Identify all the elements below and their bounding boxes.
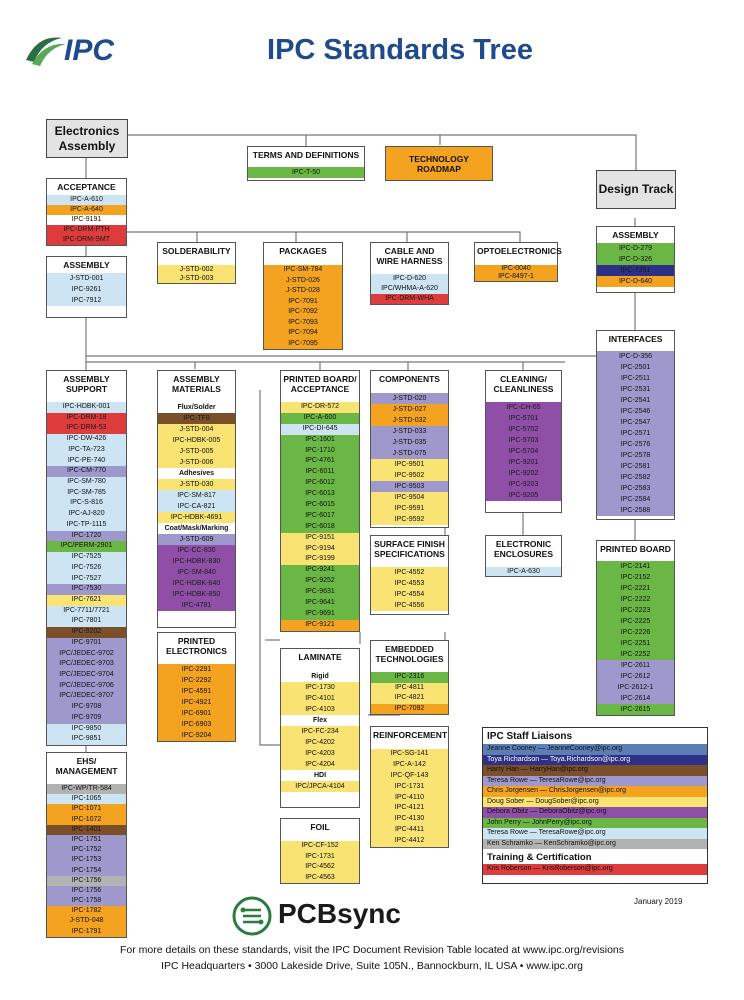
section-label: Adhesives — [178, 470, 215, 477]
standard-item[interactable]: IPC-9691 — [281, 609, 359, 620]
standard-item[interactable]: IPC-6013 — [281, 489, 359, 500]
liaison-contact[interactable]: Chris Jorgensen — ChrisJorgensen@ipc.org — [483, 786, 707, 797]
standard-item[interactable]: IPC-S-816 — [47, 498, 126, 509]
logo-text: IPC — [64, 34, 115, 67]
standard-item[interactable]: IPC-1731 — [371, 782, 448, 793]
section-label: Rigid — [311, 673, 329, 680]
standard-item[interactable]: IPC-2501 — [597, 362, 674, 373]
standard-item[interactable]: IPC-5702 — [486, 424, 561, 435]
standard-item[interactable]: IPC-DRM-18 — [47, 413, 126, 424]
box-packages — [263, 242, 343, 350]
standard-item[interactable]: IPC-DRM-53 — [47, 423, 126, 434]
standard-item[interactable]: IPC-HDBK-005 — [158, 435, 235, 446]
section-label: Flux/Solder — [177, 404, 216, 411]
box-laminate — [280, 648, 360, 808]
standard-item[interactable]: IPC-4130 — [371, 814, 448, 825]
standard-item[interactable]: IPC-9631 — [281, 587, 359, 598]
standard-item[interactable]: IPC-9501 — [371, 459, 448, 470]
standard-item[interactable]: IPC-SM-817 — [158, 490, 235, 501]
box-solder — [157, 242, 236, 284]
standard-item[interactable]: IPC-2611 — [597, 660, 674, 671]
box-title: PRINTED ELECTRONICS — [166, 636, 227, 656]
standard-item[interactable]: IPC-SM-785 — [47, 488, 126, 499]
standard-item[interactable]: IPC-4553 — [371, 578, 448, 589]
standard-item[interactable]: IPC-9591 — [371, 503, 448, 514]
standard-item[interactable]: IPC-2152 — [597, 572, 674, 583]
standard-item[interactable]: IPC-HDBK-830 — [158, 556, 235, 567]
standard-item[interactable]: IPC-1710 — [281, 446, 359, 457]
box-title: ASSEMBLY MATERIALS — [172, 374, 221, 394]
standard-item[interactable]: IPC-1791 — [47, 927, 126, 937]
standard-item[interactable]: IPC-D-279 — [597, 243, 674, 254]
standard-item[interactable]: IPC-D-356 — [597, 351, 674, 362]
standard-item[interactable]: IPC-HDBK-001 — [47, 402, 126, 413]
box-ehs — [46, 752, 127, 938]
standard-item[interactable]: IPC-9709 — [47, 713, 126, 724]
page-title: IPC Standards Tree — [267, 34, 533, 66]
standard-item[interactable]: IPC-AJ-820 — [47, 509, 126, 520]
liaison-contact[interactable]: Doug Sober — DougSober@ipc.org — [483, 797, 707, 808]
pcbsync-circuit-icon — [232, 896, 272, 936]
box-clean — [485, 370, 562, 513]
standard-item[interactable]: IPC-1730 — [281, 682, 359, 693]
box-assembly_l — [46, 256, 127, 318]
standard-item[interactable]: IPC-4552 — [371, 567, 448, 578]
box-title: SOLDERABILITY — [162, 246, 231, 256]
standard-item[interactable]: J-STD-048 — [47, 916, 126, 926]
pcbsync-logo — [232, 896, 452, 938]
standard-item[interactable]: IPC-CC-830 — [158, 545, 235, 556]
standard-item[interactable]: IPC-9503 — [371, 481, 448, 492]
standard-item[interactable]: IPC-1752 — [47, 845, 126, 855]
standard-item[interactable]: IPC-DI-645 — [281, 424, 359, 435]
standard-item[interactable]: IPC-7525 — [47, 552, 126, 563]
training-title: Training & Certification — [487, 852, 592, 863]
standard-item[interactable]: IPC-2614 — [597, 693, 674, 704]
standard-item[interactable]: IPC-9191 — [47, 215, 126, 225]
standard-item[interactable]: IPC-7912 — [47, 295, 126, 306]
root-electronics-assembly: Electronics Assembly — [46, 119, 128, 158]
standard-item[interactable]: IPC-HDBK-850 — [158, 589, 235, 600]
standard-item[interactable]: IPC-9203 — [486, 479, 561, 490]
standard-item[interactable]: IPC-1753 — [47, 855, 126, 865]
standard-item[interactable]: IPC-0040 — [475, 265, 557, 273]
standard-item[interactable]: IPC-4821 — [371, 693, 448, 704]
standard-item[interactable]: IPC-2252 — [597, 649, 674, 660]
standard-item[interactable]: J-STD-002 — [158, 265, 235, 274]
standard-item[interactable]: IPC-4412 — [371, 836, 448, 847]
standard-item[interactable]: IPC-1071 — [47, 804, 126, 814]
box-reinf — [370, 726, 449, 848]
standard-item[interactable]: IPC-2582 — [597, 472, 674, 483]
box-title: OPTOELECTRONICS — [477, 246, 562, 256]
box-pcb — [596, 540, 675, 716]
standard-item[interactable]: IPC-6901 — [158, 708, 235, 719]
standard-item[interactable]: IPC-D-640 — [597, 276, 674, 287]
standard-item[interactable]: IPC-9201 — [486, 457, 561, 468]
standard-item[interactable]: IPC-9151 — [281, 533, 359, 544]
liaison-contact[interactable]: Teresa Rowe — TeresaRowe@ipc.org — [483, 828, 707, 839]
box-title: FOIL — [310, 822, 330, 832]
standard-item[interactable]: IPC-7095 — [264, 339, 342, 350]
standard-item[interactable]: IPC-7526 — [47, 563, 126, 574]
standard-item[interactable]: IPC-7530 — [47, 584, 126, 595]
box-interfaces — [596, 330, 675, 520]
standard-item[interactable]: IPC/JEDEC-9702 — [47, 649, 126, 660]
standard-item[interactable]: IPC-7527 — [47, 574, 126, 585]
standard-item[interactable]: IPC-1065 — [47, 794, 126, 804]
standard-item[interactable]: IPC-1072 — [47, 815, 126, 825]
standard-item[interactable]: IPC-1601 — [281, 435, 359, 446]
liaison-contact[interactable]: Harry Han — HarryHan@ipc.org — [483, 765, 707, 776]
box-pbacc — [280, 370, 360, 632]
standard-item[interactable]: IPC-6903 — [158, 719, 235, 730]
standard-item[interactable]: IPC-4411 — [371, 825, 448, 836]
liaison-contact[interactable]: John Perry — JohnPerry@ipc.org — [483, 818, 707, 829]
box-opto — [474, 242, 562, 282]
standard-item[interactable]: IPC-2251 — [597, 638, 674, 649]
standard-item[interactable]: IPC-4101 — [281, 693, 359, 704]
root-design-track: Design Track — [596, 170, 676, 209]
standard-item[interactable]: IPC/PERM-2901 — [47, 541, 126, 552]
box-title: TECHNOLOGY ROADMAP — [409, 154, 469, 174]
box-foil — [280, 818, 360, 884]
standard-item[interactable]: IPC-2576 — [597, 439, 674, 450]
standard-item[interactable]: IPC/JEDEC-9703 — [47, 659, 126, 670]
standard-item[interactable]: IPC-1754 — [47, 866, 126, 876]
box-title: PACKAGES — [279, 246, 327, 256]
standard-item[interactable]: IPC-6011 — [281, 467, 359, 478]
box-title: EHS/ MANAGEMENT — [55, 756, 118, 776]
standard-item[interactable]: IPC-2141 — [597, 561, 674, 572]
box-assembly_r — [596, 226, 675, 293]
standard-item[interactable]: IPC-A-600 — [281, 413, 359, 424]
box-title: SURFACE FINISH SPECIFICATIONS — [374, 539, 445, 559]
standard-item[interactable]: IPC-9502 — [371, 470, 448, 481]
standard-item[interactable]: IPC-1751 — [47, 835, 126, 845]
box-title: CABLE AND WIRE HARNESS — [376, 246, 443, 266]
sponsor-name: PCBsync — [278, 898, 401, 929]
standard-item[interactable]: IPC-2571 — [597, 428, 674, 439]
standard-item[interactable]: IPC-9121 — [281, 620, 359, 631]
standard-item[interactable]: IPC/JEDEC-9704 — [47, 670, 126, 681]
standard-item[interactable]: IPC-5704 — [486, 446, 561, 457]
box-terms — [247, 146, 365, 181]
standard-item[interactable]: IPC-2583 — [597, 483, 674, 494]
box-cable — [370, 242, 449, 305]
box-printed — [157, 632, 236, 742]
standard-item[interactable]: IPC-HDBK-4691 — [158, 512, 235, 523]
box-title: EMBEDDED TECHNOLOGIES — [375, 644, 444, 664]
training-contact — [483, 864, 707, 875]
section-label: Coat/Mask/Marking — [164, 525, 229, 532]
standard-item[interactable]: IPC-DRM-WHA — [371, 294, 448, 304]
standard-item[interactable]: J-STD-033 — [371, 426, 448, 437]
box-title: ACCEPTANCE — [57, 182, 116, 192]
box-asmsup — [46, 370, 127, 746]
standard-item[interactable]: IPC-7092 — [264, 307, 342, 318]
standard-item[interactable]: IPC-D-326 — [597, 254, 674, 265]
standard-item[interactable]: IPC/JPCA-4104 — [281, 781, 359, 792]
liaison-contact[interactable]: Debora Obitz — DeboraObitz@ipc.org — [483, 807, 707, 818]
standard-item[interactable]: IPC-2584 — [597, 494, 674, 505]
standard-item[interactable]: IPC-2221 — [597, 583, 674, 594]
standard-item[interactable]: IPC-9204 — [158, 730, 235, 741]
standard-item[interactable]: IPC-TA-723 — [47, 445, 126, 456]
standard-item[interactable]: IPC-9202 — [486, 468, 561, 479]
standard-item[interactable]: IPC-A-142 — [371, 760, 448, 771]
box-acceptance — [46, 178, 127, 246]
standard-item[interactable]: IPC-7621 — [47, 595, 126, 606]
standard-item[interactable]: IPC-4121 — [371, 803, 448, 814]
standard-item[interactable]: IPC-A-610 — [47, 195, 126, 205]
standard-item[interactable]: J-STD-026 — [264, 276, 342, 287]
standard-item[interactable]: IPC-4562 — [281, 862, 359, 873]
standard-item[interactable]: J-STD-004 — [158, 424, 235, 435]
standard-item[interactable]: IPC-2223 — [597, 605, 674, 616]
standard-item[interactable]: IPC-2546 — [597, 406, 674, 417]
footer-line-2: IPC Headquarters • 3000 Lakeside Drive, Suite 105N., Bannockburn, IL USA • www.ipc.org — [161, 960, 583, 972]
standard-item[interactable]: IPC-7711/7721 — [47, 606, 126, 617]
box-title: ASSEMBLY — [612, 230, 659, 240]
standard-item[interactable]: J-STD-032 — [371, 415, 448, 426]
standard-item[interactable]: IPC-9708 — [47, 702, 126, 713]
standard-item[interactable]: IPC-A-630 — [486, 567, 561, 576]
standard-item[interactable]: IPC-4202 — [281, 737, 359, 748]
box-comp — [370, 370, 449, 528]
standard-item[interactable]: IPC-1401 — [47, 825, 126, 835]
standard-item[interactable]: J-STD-030 — [158, 479, 235, 490]
standard-item[interactable]: IPC-9252 — [281, 576, 359, 587]
standard-item[interactable]: IPC-2541 — [597, 395, 674, 406]
date-label: January 2019 — [634, 897, 683, 906]
standard-item[interactable]: IPC-4203 — [281, 748, 359, 759]
standard-item[interactable]: IPC-1758 — [47, 896, 126, 906]
standard-item[interactable]: IPC-4103 — [281, 704, 359, 715]
standard-item[interactable]: J-STD-027 — [371, 404, 448, 415]
standard-item[interactable]: IPC-9504 — [371, 492, 448, 503]
standard-item[interactable]: IPC-9851 — [47, 734, 126, 745]
box-title: LAMINATE — [298, 652, 342, 662]
standard-item[interactable]: IPC-4556 — [371, 600, 448, 611]
standard-item[interactable]: IPC-2292 — [158, 675, 235, 686]
box-title: REINFORCEMENT — [373, 730, 448, 740]
standard-item[interactable]: IPC-9241 — [281, 565, 359, 576]
standard-item[interactable]: J-STD-028 — [264, 286, 342, 297]
box-title: CLEANING/ CLEANLINESS — [493, 374, 554, 394]
standard-item[interactable]: IPC/JEDEC-9707 — [47, 691, 126, 702]
standard-item[interactable]: IPC-2531 — [597, 384, 674, 395]
standard-item[interactable]: IPC-7801 — [47, 616, 126, 627]
standard-item[interactable]: IPC-TP-1115 — [47, 520, 126, 531]
liaison-contact[interactable]: Teresa Rowe — TeresaRowe@ipc.org — [483, 776, 707, 787]
standard-item[interactable]: IPC-SG-141 — [371, 749, 448, 760]
standard-item[interactable]: IPC-4204 — [281, 759, 359, 770]
training-contact-item[interactable]: Kris Roberson — KrisRoberson@ipc.org — [483, 864, 707, 875]
liaisons-title: IPC Staff Liaisons — [487, 731, 573, 742]
standard-item[interactable]: IPC-5701 — [486, 413, 561, 424]
standard-item[interactable]: IPC-9261 — [47, 284, 126, 295]
standard-item[interactable]: IPC-9199 — [281, 554, 359, 565]
standard-item[interactable]: IPC-DR-572 — [281, 402, 359, 413]
standard-item[interactable]: IPC-2225 — [597, 616, 674, 627]
box-title: ELECTRONIC ENCLOSURES — [493, 539, 554, 559]
box-title: COMPONENTS — [379, 374, 440, 384]
liaison-contact[interactable]: Ken Schramko — KenSchramko@ipc.org — [483, 839, 707, 850]
standard-item[interactable]: IPC-PE-740 — [47, 456, 126, 467]
standard-item[interactable]: IPC-CF-152 — [281, 841, 359, 852]
standard-item[interactable]: J-STD-020 — [371, 393, 448, 404]
standard-item[interactable]: IPC-2291 — [158, 664, 235, 675]
standard-item[interactable]: IPC-9850 — [47, 724, 126, 735]
standard-item[interactable]: J-STD-609 — [158, 534, 235, 545]
standard-item[interactable]: IPC-2615 — [597, 704, 674, 715]
standard-item[interactable]: J-STD-006 — [158, 457, 235, 468]
liaisons-list — [483, 744, 707, 849]
standard-item[interactable]: IPC/JEDEC-9706 — [47, 681, 126, 692]
standard-item[interactable]: IPC-1756 — [47, 886, 126, 896]
box-title: ASSEMBLY SUPPORT — [63, 374, 110, 394]
standard-item[interactable]: IPC-2588 — [597, 505, 674, 516]
standard-item[interactable]: IPC-1720 — [47, 531, 126, 542]
standard-item[interactable]: IPC-2222 — [597, 594, 674, 605]
section-label: HDI — [313, 772, 327, 779]
standard-item[interactable]: IPC-9202 — [47, 627, 126, 638]
standard-item[interactable]: IPC-4591 — [158, 686, 235, 697]
footer-line-1: For more details on these standards, visit the IPC Document Revision Table located at www.ipc.org/revisions — [119, 944, 625, 956]
standard-item[interactable]: IPC-DRM-SMT — [47, 235, 126, 245]
standard-item[interactable]: IPC-QF-143 — [371, 771, 448, 782]
ipc-logo — [22, 30, 132, 70]
standard-item[interactable]: IPC-4781 — [158, 600, 235, 611]
standard-item[interactable]: IPC-FC-234 — [281, 726, 359, 737]
standard-item[interactable]: IPC-4554 — [371, 589, 448, 600]
standard-item[interactable]: IPC-9194 — [281, 544, 359, 555]
standard-item[interactable]: J-STD-003 — [158, 274, 235, 283]
standard-item[interactable]: IPC-1782 — [47, 906, 126, 916]
standard-item[interactable]: IPC-2578 — [597, 450, 674, 461]
box-surface — [370, 535, 449, 615]
box-encl — [485, 535, 562, 577]
standard-item[interactable]: IPC-2511 — [597, 373, 674, 384]
standard-item[interactable]: IPC-1731 — [281, 852, 359, 863]
standard-item[interactable]: IPC-7091 — [264, 297, 342, 308]
box-asmmat — [157, 370, 236, 628]
standard-item[interactable]: IPC-2226 — [597, 627, 674, 638]
standard-item[interactable]: IPC-DW-426 — [47, 434, 126, 445]
box-title: INTERFACES — [608, 334, 663, 344]
section-label: Flex — [312, 717, 327, 724]
standard-item[interactable]: IPC-SM-780 — [47, 477, 126, 488]
standard-item[interactable]: IPC-9592 — [371, 514, 448, 525]
standard-item[interactable]: J-STD-035 — [371, 437, 448, 448]
standard-item[interactable]: IPC-6012 — [281, 478, 359, 489]
liaison-contact[interactable]: Jeanne Cooney — JeanneCooney@ipc.org — [483, 744, 707, 755]
box-title: TERMS AND DEFINITIONS — [252, 150, 360, 160]
standard-item[interactable]: IPC-CM-770 — [47, 466, 126, 477]
standard-item[interactable]: J-STD-075 — [371, 448, 448, 459]
standard-item[interactable]: IPC-A-640 — [47, 205, 126, 215]
standard-item[interactable]: IPC-2547 — [597, 417, 674, 428]
standard-item[interactable]: IPC-9641 — [281, 598, 359, 609]
standard-item[interactable]: J-STD-001 — [47, 273, 126, 284]
standard-item[interactable]: IPC-WP/TR-584 — [47, 784, 126, 794]
standard-item[interactable]: IPC-4761 — [281, 456, 359, 467]
standard-item[interactable]: IPC-7092 — [371, 704, 448, 715]
standard-item[interactable]: IPC-CA-821 — [158, 501, 235, 512]
standard-item[interactable]: IPC-2612-1 — [597, 682, 674, 693]
standard-item[interactable]: IPC-4921 — [158, 697, 235, 708]
box-embedded — [370, 640, 449, 715]
box-roadmap — [385, 146, 493, 181]
standard-item[interactable]: IPC-5703 — [486, 435, 561, 446]
standard-item[interactable]: IPC-8497-1 — [475, 273, 557, 281]
standard-item[interactable]: IPC-4811 — [371, 683, 448, 694]
standard-item[interactable]: IPC-9701 — [47, 638, 126, 649]
standard-item[interactable]: IPC-7093 — [264, 318, 342, 329]
standard-item[interactable]: IPC-4110 — [371, 793, 448, 804]
standard-item[interactable]: IPC-CH-65 — [486, 402, 561, 413]
standard-item[interactable]: IPC-HDBK-840 — [158, 578, 235, 589]
standard-item[interactable]: IPC-DRM-PTH — [47, 225, 126, 235]
box-title: PRINTED BOARD — [600, 544, 671, 554]
staff-liaisons-panel — [482, 727, 708, 884]
standard-item[interactable]: IPC-D-620 — [371, 274, 448, 284]
standard-item[interactable]: IPC-2612 — [597, 671, 674, 682]
liaison-contact[interactable]: Toya Richardson — Toya.Richardson@ipc.org — [483, 755, 707, 766]
standard-item[interactable]: IPC-7094 — [264, 328, 342, 339]
standard-item[interactable]: IPC-7351 — [597, 265, 674, 276]
box-title: ASSEMBLY — [63, 260, 110, 270]
standard-item[interactable]: IPC-1756 — [47, 876, 126, 886]
standard-item[interactable]: IPC-6015 — [281, 500, 359, 511]
standard-item[interactable]: IPC-6018 — [281, 522, 359, 533]
standard-item[interactable]: J-STD-005 — [158, 446, 235, 457]
standard-item[interactable]: IPC-T-50 — [248, 167, 364, 178]
standard-item[interactable]: IPC/WHMA-A-620 — [371, 284, 448, 294]
standard-item[interactable]: IPC-SM-784 — [264, 265, 342, 276]
standard-item[interactable]: IPC-2581 — [597, 461, 674, 472]
standard-item[interactable]: IPC-4563 — [281, 873, 359, 884]
standard-item[interactable]: IPC-9205 — [486, 490, 561, 501]
standard-item[interactable]: IPC-TF8 — [158, 413, 235, 424]
box-title: PRINTED BOARD/ ACCEPTANCE — [283, 374, 357, 394]
standard-item[interactable]: IPC-SM-840 — [158, 567, 235, 578]
standard-item[interactable]: IPC-2316 — [371, 672, 448, 683]
standard-item[interactable]: IPC-6017 — [281, 511, 359, 522]
